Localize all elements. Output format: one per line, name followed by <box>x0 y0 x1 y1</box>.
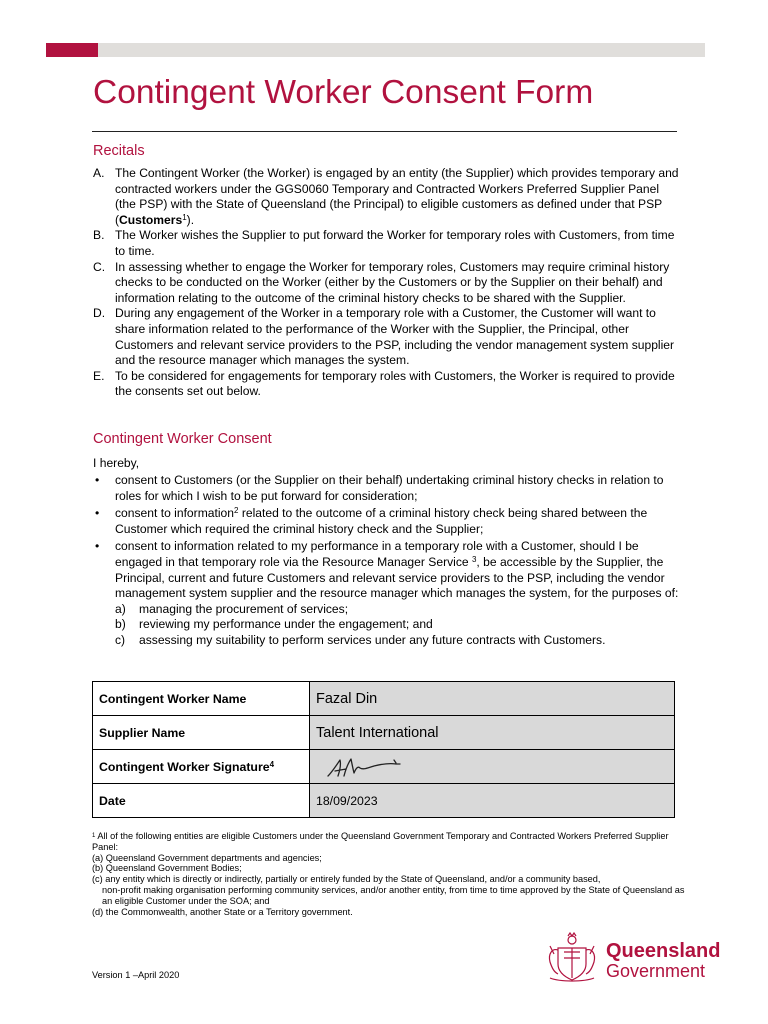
consent-item <box>93 473 683 504</box>
version-label: Version 1 –April 2020 <box>92 970 180 980</box>
footnote-marker: 1 <box>92 833 96 839</box>
consent-text-cont: , be accessible by the Supplier, the Principal, current and future Customers and relevant service providers to the PSP, including the vendor management system supplier and the resource manager which manages the system, for the purposes of: <box>115 554 679 601</box>
header-accent-bar <box>46 43 98 57</box>
footnote-line: (c) any entity which is directly or indirectly, partially or entirely funded by the State of Queensland, and/or a community based, <box>92 874 601 885</box>
recital-tail: ). <box>186 212 195 227</box>
purpose-item <box>115 602 683 618</box>
purpose-item <box>115 633 683 649</box>
consent-lead: I hereby, <box>93 456 140 470</box>
logo-subtitle: Government <box>606 961 706 981</box>
consent-item <box>93 539 683 648</box>
signature-field[interactable] <box>310 750 675 784</box>
footnote-line: (a) Queensland Government departments and agencies; <box>92 852 322 863</box>
bullet-icon: • <box>95 539 100 554</box>
bullet-icon: • <box>95 473 100 487</box>
recital-text: The Contingent Worker (the Worker) is engaged by an entity (the Supplier) which provides temporary and contracted workers under the GGS0060 Temporary and Contracted Workers Preferred Supplier Panel (the PSP) with the State of Queensland (the Principal) to eligible customers as defined under that PSP ( <box>115 166 679 227</box>
recital-text: The Worker wishes the Supplier to put forward the Worker for temporary roles with Customers, from time to time. <box>115 228 675 258</box>
recital-item <box>93 228 683 259</box>
queensland-government-logo <box>544 932 721 984</box>
bullet-icon: • <box>95 506 100 521</box>
date-field[interactable]: 18/09/2023 <box>310 784 675 818</box>
recital-text: In assessing whether to engage the Worker for temporary roles, Customers may require criminal history checks to be conducted on the Worker (either by the Customers or by the Supplier on their behalf) and information relating to the outcome of the criminal history checks to be shared with the Supplier. <box>115 259 670 305</box>
table-row <box>93 784 675 818</box>
title-divider <box>92 131 677 132</box>
purpose-item <box>115 617 683 633</box>
table-row <box>93 682 675 716</box>
signature-label-text: Contingent Worker Signature <box>99 759 270 774</box>
recital-marker: C. <box>93 259 106 274</box>
footnote <box>92 831 692 917</box>
purpose-text: reviewing my performance under the engagement; and <box>139 617 433 632</box>
date-label: Date <box>93 784 310 818</box>
recital-item <box>93 260 683 307</box>
worker-name-field[interactable]: Fazal Din <box>310 682 675 716</box>
purposes-list <box>115 602 683 649</box>
recital-text: To be considered for engagements for temporary roles with Customers, the Worker is required to provide the consents set out below. <box>115 368 675 399</box>
supplier-label: Supplier Name <box>93 716 310 750</box>
consent-text: consent to information <box>115 506 234 521</box>
consent-details-table <box>92 681 675 818</box>
consent-list <box>93 473 683 651</box>
page-title: Contingent Worker Consent Form <box>93 74 594 111</box>
purpose-text: managing the procurement of services; <box>139 601 349 616</box>
table-row <box>93 750 675 784</box>
signature-label <box>93 750 310 784</box>
footnote-ref: 3 <box>471 554 477 564</box>
purpose-marker: c) <box>115 632 126 647</box>
table-row <box>93 716 675 750</box>
recitals-heading: Recitals <box>93 143 145 159</box>
header-grey-bar <box>98 43 705 57</box>
consent-text: consent to information related to my performance in a temporary role with a Customer, should I be engaged in that temporary role via the Resource Manager Service <box>115 539 639 569</box>
footnote-line: (b) Queensland Government Bodies; <box>92 863 242 874</box>
recital-bold-term: Customers <box>119 212 183 227</box>
recitals-list <box>93 166 683 400</box>
consent-heading: Contingent Worker Consent <box>93 431 272 447</box>
consent-text: consent to Customers (or the Supplier on their behalf) undertaking criminal history checks in relation to roles for which I wish to be put forward for consideration; <box>115 473 664 503</box>
name-label: Contingent Worker Name <box>93 682 310 716</box>
purpose-marker: b) <box>115 617 126 632</box>
purpose-marker: a) <box>115 601 126 616</box>
footnote-ref: 1 <box>182 212 187 222</box>
recital-item <box>93 306 683 368</box>
recital-marker: E. <box>93 368 105 383</box>
purpose-text: assessing my suitability to perform services under any future contracts with Customers. <box>139 632 606 647</box>
footnote-line: non-profit making organisation performing community services, and/or another entity, from time to time approved by the State of Queensland as an eligible Customer under the SOA; and <box>102 884 685 906</box>
recital-marker: A. <box>93 166 105 180</box>
consent-text-cont: related to the outcome of a criminal history check being shared between the Customer which required the criminal history check and the Supplier; <box>115 506 648 536</box>
recital-item <box>93 369 683 400</box>
supplier-name-field[interactable]: Talent International <box>310 716 675 750</box>
footnote-intro: All of the following entities are eligible Customers under the Queensland Government Temporary and Contracted Workers Preferred Supplier Panel: <box>92 831 669 852</box>
logo-wordmark: Queensland <box>606 940 721 962</box>
footnote-ref: 2 <box>234 506 239 516</box>
footnote-line: (d) the Commonwealth, another State or a Territory government. <box>92 906 353 917</box>
signature-image <box>316 752 436 782</box>
recital-item <box>93 166 683 228</box>
footnote-line <box>92 831 692 853</box>
consent-item <box>93 506 683 537</box>
recital-marker: D. <box>93 306 106 321</box>
recital-text: During any engagement of the Worker in a temporary role with a Customer, the Customer will want to share information related to the performance of the Worker with the Supplier, the Principal, other Customers and relevant service providers to the PSP, including the vendor management system supplier and the resource manager which manages the system. <box>115 306 675 368</box>
footnote-ref: 4 <box>269 759 275 769</box>
queensland-crest-icon <box>544 932 600 984</box>
recital-marker: B. <box>93 228 105 243</box>
